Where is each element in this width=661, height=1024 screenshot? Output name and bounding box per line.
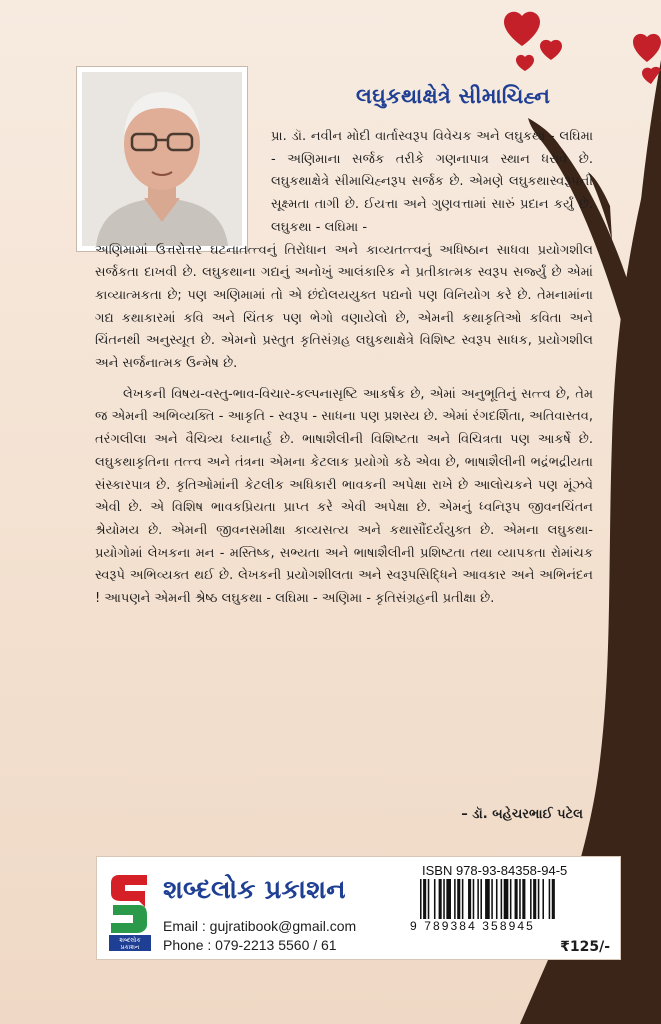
heart-icon	[633, 34, 661, 62]
publisher-phone: Phone : 079-2213 5560 / 61	[163, 937, 337, 953]
reviewer-signature: – ડૉ. બહેચરભાઈ પટેલ	[461, 807, 583, 822]
barcode-bar	[542, 879, 544, 919]
price: ₹125/-	[560, 939, 610, 955]
heart-icon	[540, 40, 562, 60]
heart-icon	[504, 12, 540, 46]
blurb-paragraph-1	[95, 126, 593, 376]
barcode-bar	[434, 879, 436, 919]
logo-text-top: શબ્દલોક	[119, 937, 141, 944]
blurb-paragraph-1-beside-photo: પ્રા. ડૉ. નવીન મોદી વાર્તાસ્વરૂપ વિવેચક અને લઘુકથા - લઘિમા - અણિમાના સર્જક તરીકે ગણનાપાત્ર સ્થાન ધરાવે છે. લઘુકથાક્ષેત્રે સીમાચિહ્નરૂપ સર્જક છે. એમણે લઘુકથાસ્વરૂપની સૂક્ષ્મતા તાગી છે. ઈયત્તા અને ગુણવત્તામાં સારું પ્રદાન કર્યું છે. લઘુકથા - લઘિમા -	[271, 129, 593, 235]
barcode-bar	[538, 879, 540, 919]
logo-text-bottom: પ્રકાશન	[120, 944, 140, 951]
barcode-bar	[454, 879, 456, 919]
book-title: લઘુકથાક્ષેત્રે સીમાચિહ્ન	[356, 84, 551, 108]
barcode-bar	[439, 879, 442, 919]
barcode-bar	[501, 879, 503, 919]
barcode-bar	[519, 879, 521, 919]
publisher-box	[96, 856, 621, 960]
publisher-logo	[107, 871, 153, 951]
barcode-bar	[491, 879, 493, 919]
barcode-bar	[552, 879, 555, 919]
barcode-bar	[446, 879, 451, 919]
blurb-paragraph-1-rest: અણિમામાં ઉત્તરોત્તર ઘટનાતત્ત્વનું તિરોધાન અને કાવ્યતત્ત્વનું અધિષ્ઠાન સાધવા પ્રયોગશીલ સર્જકતા દાખવી છે. લઘુકથાના ગદ્યનું અનોખું આલંકારિક ને પ્રતીકાત્મક સ્વરૂપ સર્જ્યું છે એમાં કાવ્યાત્મકતા છે; પણ અણિમામાં તો એ છંદોલયયુક્ત પદ્યનો પણ વિનિયોગ કરે છે. તેમનામાંના ગદ્ય કથાકારમાં કવિ અને ચિંતક પણ ભેગો વણાયેલો છે, એમની કથાકૃતિઓ કવિતા અને ચિંતનથી અનુસ્યૂત છે. એમનો પ્રસ્તુત કૃતિસંગ્રહ લઘુકથાક્ષેત્રે વિશિષ્ટ સ્વરૂપ સાધક, પ્રયોગશીલ અને સર્જનાત્મક ઉન્મેષ છે.	[95, 242, 593, 372]
barcode-bar	[496, 879, 498, 919]
isbn-barcode	[410, 863, 618, 931]
barcode-bars	[420, 879, 608, 919]
publisher-name: શબ્દલોક પ્રકાશન	[163, 875, 346, 905]
barcode-bar	[480, 879, 482, 919]
barcode-bar	[420, 879, 422, 919]
barcode-bar	[549, 879, 551, 919]
barcode-bar	[443, 879, 445, 919]
barcode-bar	[473, 879, 475, 919]
barcode-digits: 9 789384 358945	[410, 919, 535, 933]
blurb	[95, 126, 593, 611]
publisher-email: Email : gujratibook@gmail.com	[163, 918, 357, 934]
barcode-bar	[485, 879, 490, 919]
barcode-bar	[515, 879, 518, 919]
barcode-bar	[428, 879, 430, 919]
barcode-bar	[423, 879, 426, 919]
isbn-label: ISBN 978-93-84358-94-5	[422, 863, 568, 878]
heart-icon	[516, 55, 534, 71]
barcode-bar	[530, 879, 532, 919]
barcode-bar	[533, 879, 536, 919]
barcode-bar	[504, 879, 509, 919]
barcode-bar	[468, 879, 471, 919]
barcode-bar	[462, 879, 464, 919]
barcode-bar	[522, 879, 525, 919]
blurb-paragraph-2: લેખકની વિષય-વસ્તુ-ભાવ-વિચાર-કલ્પનાસૃષ્ટિ આકર્ષક છે, એમાં અનુભૂતિનું સત્ત્વ છે, તેમ જ એમની અભિવ્યક્તિ - આકૃતિ - સ્વરૂપ - સાધના પણ પ્રશસ્ય છે. એમાં રંગદર્શિતા, અતિવાસ્તવ, તરંગલીલા અને વૈચિત્ર્ય ધ્યાનાર્હ છે. ભાષાશૈલીની વિશિષ્ટતા અને વિચિત્રતા પણ આકર્ષે છે. લઘુકથાકૃતિના તત્ત્વ અને તંત્રના એમના કેટલાક પ્રયોગો કઠે એવા છે, ભાષાશૈલીની ભદ્રંભદ્રીયતા સંસ્કારપાત્ર છે. કૃતિઓમાંની કેટલીક અધિકારી ભાવકની અપેક્ષા રાખે છે આલોચકને પણ મૂંઝવે એવી છે. એ વિશિષ ભાવકપ્રિયતા પ્રાપ્ત કરે એવી અપેક્ષા છે. એમનું ધ્વનિરૂપ જીવનચિંતન શ્રેયોમય છે. એમની જીવનસમીક્ષા કાવ્યસત્ય અને કથાસૌંદર્યયુક્ત છે. એમના લઘુકથા-પ્રયોગોમાં લેખકના મન - મસ્તિષ્ક, સભ્યતા અને ભાષાશૈલીની પ્રશિષ્ટતા તથા વ્યાપકતા રોમાંચક સ્વરૂપે અભિવ્યક્ત થઈ છે. લેખકની પ્રયોગશીલતા અને સ્વરૂપસિદ્ધિને આવકાર અને અભિનંદન ! આપણને એમની શ્રેષ્ઠ લઘુકથા - લઘિમા - અણિમા - કૃતિસંગ્રહની પ્રતીક્ષા છે.	[95, 386, 593, 607]
barcode-bar	[510, 879, 512, 919]
barcode-bar	[457, 879, 460, 919]
barcode-bar	[477, 879, 479, 919]
